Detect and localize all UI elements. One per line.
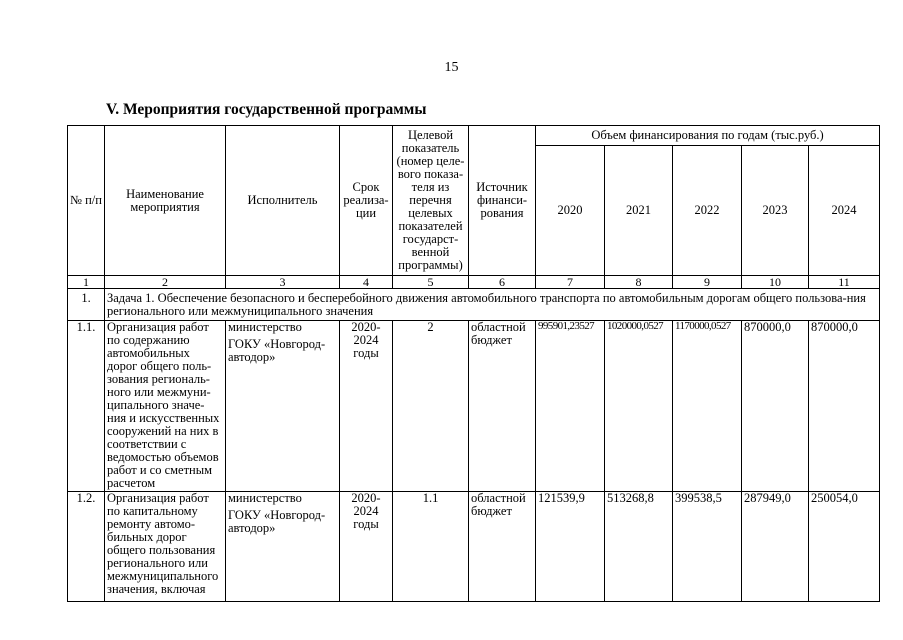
column-number: 8 <box>605 276 673 289</box>
indicator: 2 <box>393 321 469 492</box>
header-funding-group: Объем финансирования по годам (тыс.руб.) <box>536 126 880 146</box>
task-text: Задача 1. Обеспечение безопасного и бесперебойного движения автомобильного транспорта по автомобильным дорогам общего пользова-ния регионального или межмуниципального значения <box>105 289 880 321</box>
column-number: 5 <box>393 276 469 289</box>
term: 2020-2024 годы <box>340 492 393 602</box>
header-indicator: Целевой показатель (номер целе-вого показа-теля из перечня целевых показателей государст-венной программы) <box>393 126 469 276</box>
funding-2023: 870000,0 <box>742 321 809 492</box>
header-row-top <box>68 126 880 146</box>
activity-name: Организация работ по капитальному ремонту автомо-бильных дорог общего пользования регионального или межмуниципального значения, включая <box>105 492 226 602</box>
funding-2022: 1170000,0527 <box>673 321 742 492</box>
program-activities-table <box>67 125 880 602</box>
column-number: 11 <box>809 276 880 289</box>
executor-ministry: министерство <box>228 491 302 505</box>
header-year-2022: 2022 <box>673 146 742 276</box>
funding-2020: 995901,23527 <box>536 321 605 492</box>
funding-source: областной бюджет <box>469 492 536 602</box>
header-term: Срок реализа-ции <box>340 126 393 276</box>
table-row <box>68 321 880 492</box>
header-year-2020: 2020 <box>536 146 605 276</box>
executor-ministry: министерство <box>228 320 302 334</box>
header-source: Источник финанси-рования <box>469 126 536 276</box>
column-number: 3 <box>226 276 340 289</box>
indicator: 1.1 <box>393 492 469 602</box>
header-year-2024: 2024 <box>809 146 880 276</box>
task-num: 1. <box>68 289 105 321</box>
table-row <box>68 492 880 602</box>
page-number: 15 <box>444 60 459 75</box>
header-executor: Исполнитель <box>226 126 340 276</box>
funding-2023: 287949,0 <box>742 492 809 602</box>
funding-2021: 513268,8 <box>605 492 673 602</box>
term: 2020-2024 годы <box>340 321 393 492</box>
header-year-2021: 2021 <box>605 146 673 276</box>
column-number: 9 <box>673 276 742 289</box>
column-number: 4 <box>340 276 393 289</box>
column-number: 2 <box>105 276 226 289</box>
column-number: 1 <box>68 276 105 289</box>
funding-2024: 870000,0 <box>809 321 880 492</box>
funding-2022: 399538,5 <box>673 492 742 602</box>
funding-2021: 1020000,0527 <box>605 321 673 492</box>
activity-name: Организация работ по содержанию автомобильных дорог общего поль-зования региональ-ного или межмуни-ципального значе-ния и искусственных сооружений на них в соответствии с ведомостью объемов работ и со сметным расчетом <box>105 321 226 492</box>
column-number: 6 <box>469 276 536 289</box>
header-year-2023: 2023 <box>742 146 809 276</box>
row-num: 1.1. <box>68 321 105 492</box>
executor-agency: ГОКУ «Новгород-автодор» <box>228 508 326 535</box>
executor-agency: ГОКУ «Новгород-автодор» <box>228 337 326 364</box>
row-num: 1.2. <box>68 492 105 602</box>
executor <box>226 492 340 602</box>
funding-2024: 250054,0 <box>809 492 880 602</box>
executor <box>226 321 340 492</box>
header-name: Наименование мероприятия <box>105 126 226 276</box>
column-number: 10 <box>742 276 809 289</box>
column-number: 7 <box>536 276 605 289</box>
header-num: № п/п <box>68 126 105 276</box>
column-number-row <box>68 276 880 289</box>
funding-2020: 121539,9 <box>536 492 605 602</box>
funding-source: областной бюджет <box>469 321 536 492</box>
task-row <box>68 289 880 321</box>
section-title: V. Мероприятия государственной программы <box>106 101 427 118</box>
